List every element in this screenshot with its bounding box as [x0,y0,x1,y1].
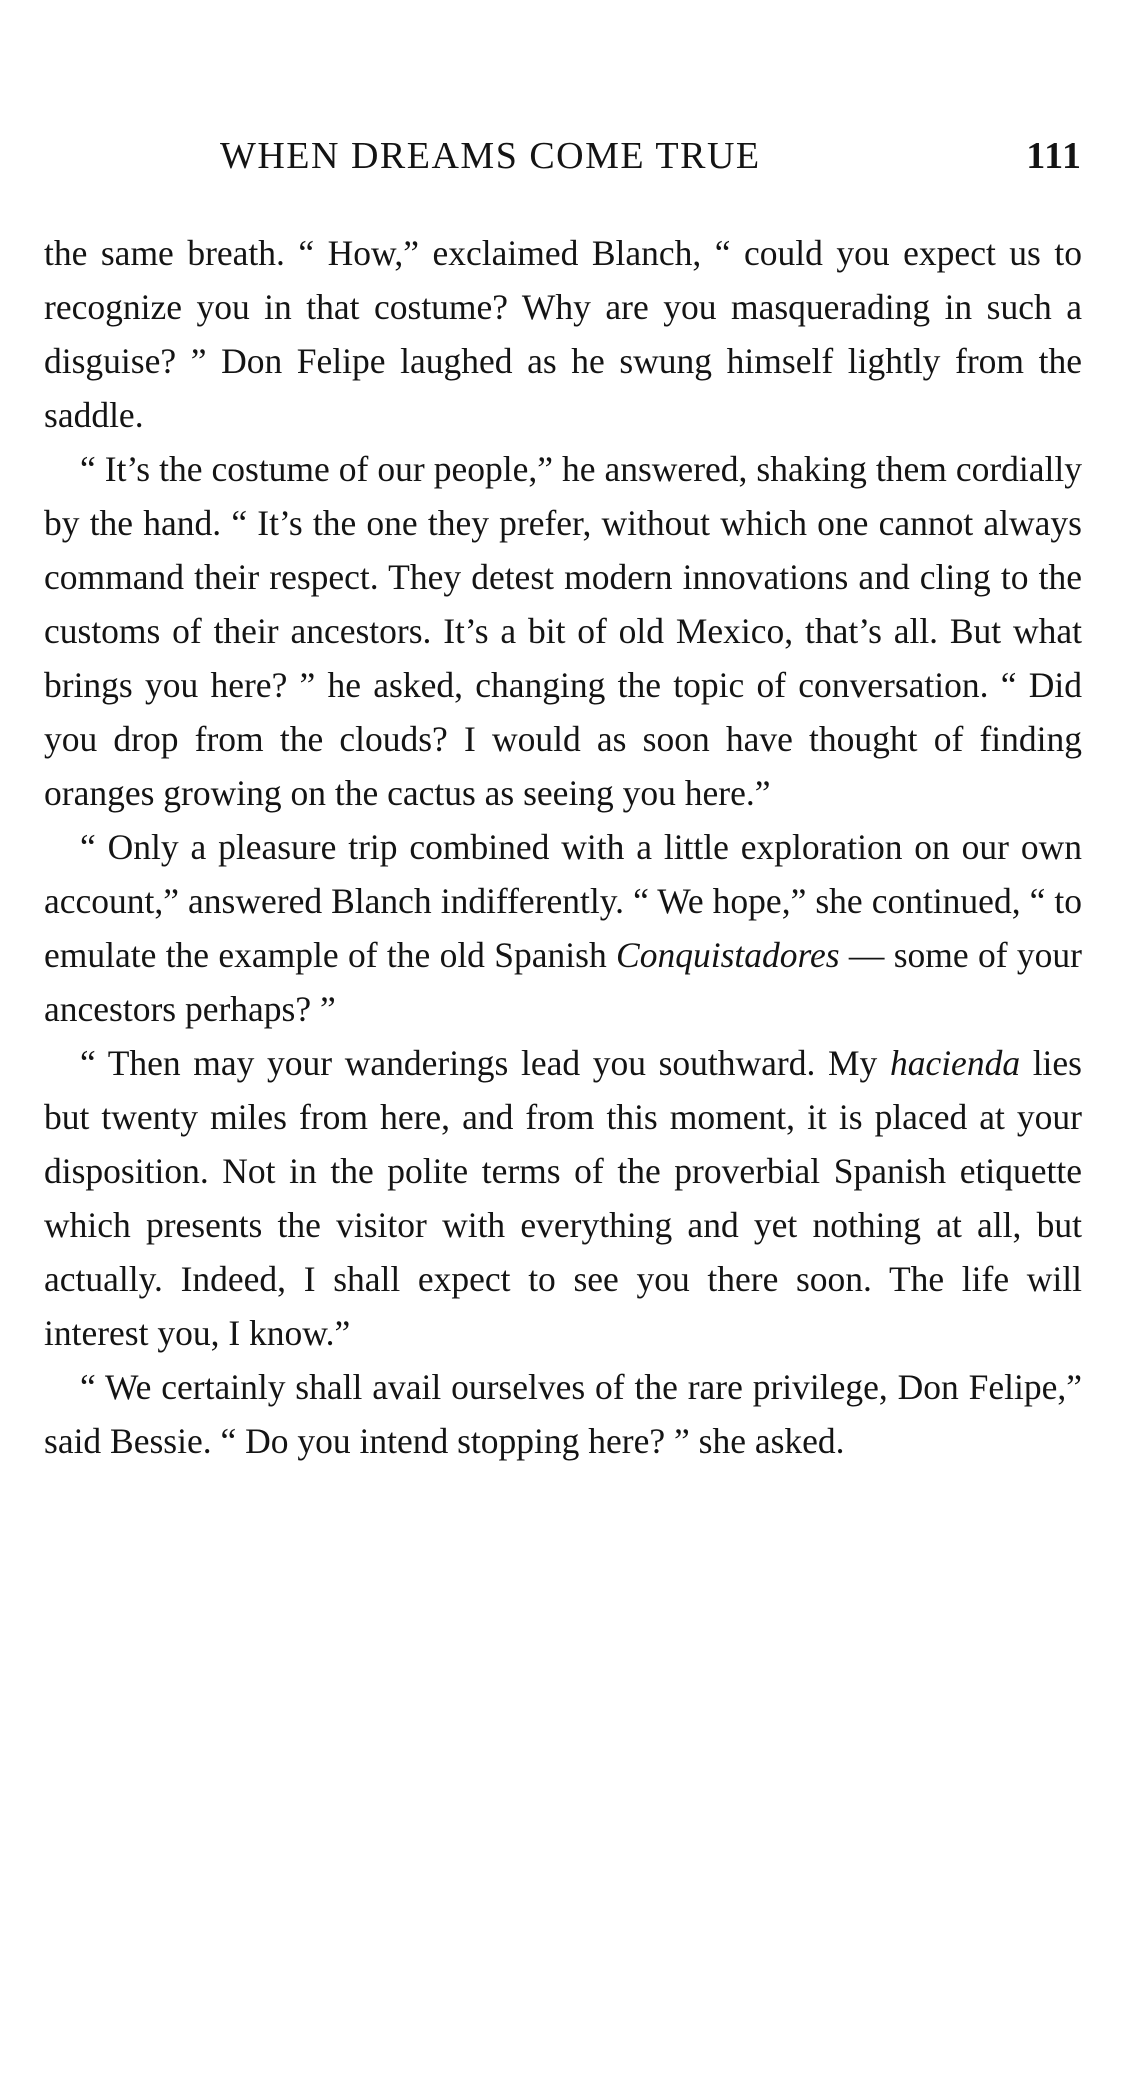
running-head [44,130,1082,186]
paragraph-text: lies but twenty miles from here, and from this moment, it is placed at your disposition. Not in the polite terms of the proverbial Spanish etiquette which presents the visitor with everything and yet nothing at all, but actually. Indeed, I shall expect to see you there soon. The life will interest you, I know.” [44,1043,1082,1353]
paragraph-text: the same breath. “ How,” exclaimed Blanch, “ could you expect us to recognize you in that costume? Why are you masquerading in such a disguise? ” Don Felipe laughed as he swung himself lightly from the saddle. [44,233,1082,435]
page-number: 111 [1026,135,1082,177]
running-title: WHEN DREAMS COME TRUE [220,135,761,177]
italic-word-conquistadores: Conquistadores [616,935,840,975]
italic-word-hacienda: hacienda [889,1043,1021,1083]
paragraph-5 [44,1360,1082,1468]
paragraph-text: “ Then may your wanderings lead you southward. My [80,1043,890,1083]
book-page [44,130,1082,1468]
body-text [44,226,1082,1468]
paragraph-3 [44,820,1082,1036]
paragraph-4 [44,1036,1082,1360]
paragraph-text: — some of your ancestors perhaps? ” [44,935,1082,1029]
paragraph-1 [44,226,1082,442]
paragraph-text: “ We certainly shall avail ourselves of the rare privilege, Don Felipe,” said Bessie. “ Do you intend stopping here? ” she asked. [44,1367,1082,1461]
paragraph-text: “ Only a pleasure trip combined with a little exploration on our own account,” answered Blanch indifferently. “ We hope,” she continued, “ to emulate the example of the old Spanish [44,827,1082,975]
paragraph-text: “ It’s the costume of our people,” he answered, shaking them cordially by the hand. “ It’s the one they prefer, without which one cannot always command their respect. They detest modern innovations and cling to the customs of their ancestors. It’s a bit of old Mexico, that’s all. But what brings you here? ” he asked, changing the topic of conversation. “ Did you drop from the clouds? I would as soon have thought of finding oranges growing on the cactus as seeing you here.” [44,449,1082,813]
paragraph-2 [44,442,1082,820]
